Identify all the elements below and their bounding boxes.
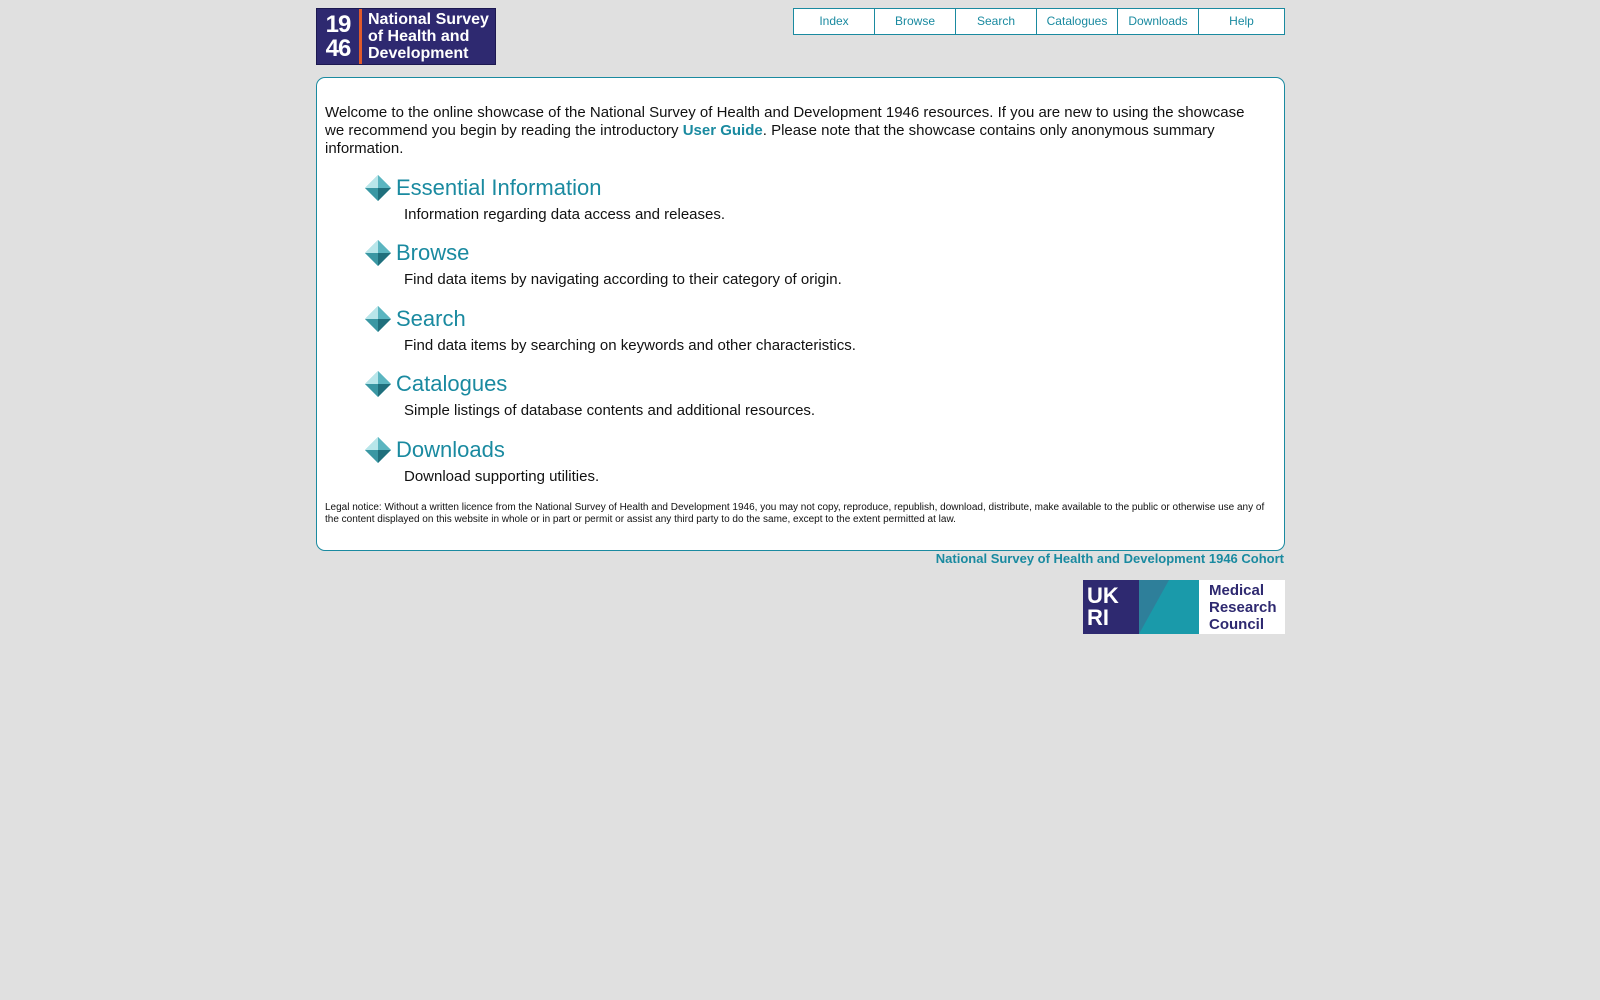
diamond-icon (364, 305, 392, 333)
logo-year-bottom: 46 (325, 34, 351, 62)
user-guide-link[interactable]: User Guide (682, 122, 763, 139)
section-description: Find data items by navigating according to their category of origin. (404, 271, 842, 288)
intro-text-after: . Please note that the showcase contains only anonymous summary information. (325, 122, 1215, 157)
main-panel (316, 77, 1285, 551)
legal-notice: Legal notice: Without a written licence from the National Survey of Health and Development 1946, you may not copy, reproduce, republish, download, distribute, make available to the public or otherwise use any of the content displayed on this website in whole or in part or permit or assist any third party to do the same, except to the extent permitted at law. (325, 502, 1265, 525)
logo-text (362, 11, 489, 62)
mrc-line: Medical (1209, 582, 1265, 599)
section-title-browse[interactable]: Browse (396, 240, 470, 265)
top-nav (793, 8, 1285, 35)
diamond-icon (364, 174, 392, 202)
logo-line: of Health and (368, 28, 470, 45)
nav-item-search[interactable]: Search (956, 9, 1037, 34)
logo-year-top: 19 (325, 10, 351, 38)
section-description: Download supporting utilities. (404, 468, 600, 485)
mrc-name (1199, 580, 1285, 634)
section-description: Find data items by searching on keywords and other characteristics. (404, 337, 856, 354)
ukri-mrc-logo[interactable] (1083, 580, 1285, 634)
section-title-catalogues[interactable]: Catalogues (396, 371, 508, 396)
section-title-essential-information[interactable]: Essential Information (396, 175, 602, 200)
intro-text (325, 104, 1255, 158)
nav-item-index[interactable]: Index (794, 9, 875, 34)
intro-text-before: Welcome to the online showcase of the National Survey of Health and Development 1946 resources. If you are new to using the showcase we recommend you begin by reading the introductory (325, 104, 1245, 139)
section-title-downloads[interactable]: Downloads (396, 437, 505, 462)
section-title-search[interactable]: Search (396, 306, 466, 331)
ukri-bar (1139, 580, 1199, 634)
nav-item-downloads[interactable]: Downloads (1118, 9, 1199, 34)
footer-title: National Survey of Health and Development 1946 Cohort (935, 551, 1284, 566)
logo-line: Development (368, 45, 469, 62)
section-description: Information regarding data access and releases. (404, 206, 726, 223)
nav-item-catalogues[interactable]: Catalogues (1037, 9, 1118, 34)
ukri-mark (1083, 580, 1139, 634)
diamond-icon (364, 239, 392, 267)
mrc-line: Research (1209, 599, 1277, 616)
logo-year (317, 9, 362, 64)
ukri-line: RI (1087, 605, 1109, 630)
logo-line: National Survey (368, 11, 489, 28)
ukri-line: UK (1087, 583, 1119, 608)
nav-item-help[interactable]: Help (1229, 14, 1254, 28)
diamond-icon (364, 370, 392, 398)
nav-item-browse[interactable]: Browse (875, 9, 956, 34)
site-logo[interactable] (316, 8, 496, 65)
diamond-icon (364, 436, 392, 464)
section-description: Simple listings of database contents and additional resources. (404, 402, 816, 419)
mrc-line: Council (1209, 616, 1264, 633)
